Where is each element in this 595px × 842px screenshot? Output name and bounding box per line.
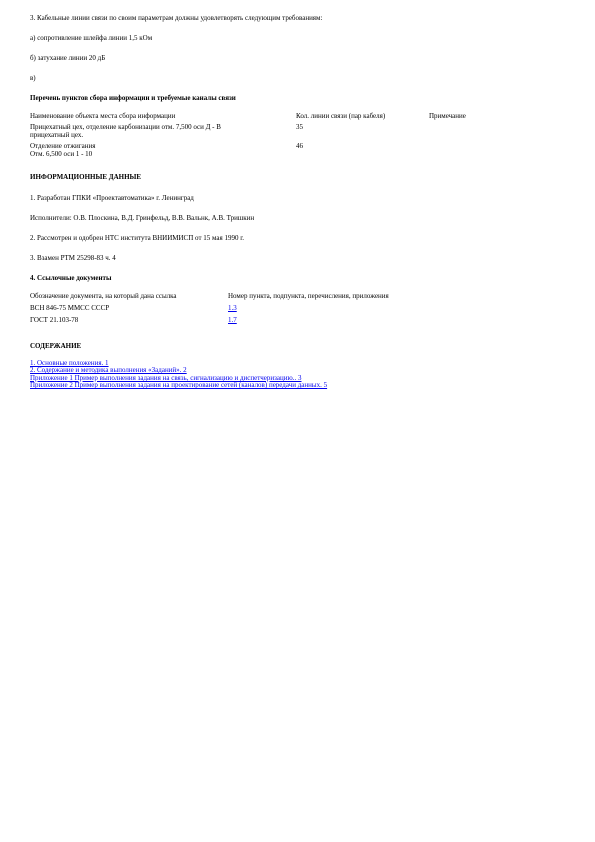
toc-link-main-provisions[interactable]: 1. Основные положения. 1 (30, 358, 109, 367)
info-heading: ИНФОРМАЦИОННЫЕ ДАННЫЕ (30, 173, 142, 182)
toc-heading: СОДЕРЖАНИЕ (30, 341, 82, 350)
points-table-heading: Перечень пунктов сбора информации и требуемые каналы связи (30, 94, 236, 103)
table-cell-count: 46 (296, 142, 303, 151)
toc-link-appendix-1[interactable]: Приложение 1 Пример выполнения задания на связь, сигнализацию и диспетчеризацию.. 3 (30, 373, 302, 382)
column-header-count: Кол. линии связи (пар кабеля) (296, 112, 386, 121)
table-cell-document: ГОСТ 21.103-78 (30, 315, 79, 324)
column-header-point: Номер пункта, подпункта, перечисления, приложения (228, 291, 389, 300)
table-of-contents (30, 360, 570, 390)
object-name-line: прицехатный цех. (30, 131, 84, 140)
info-developed: 1. Разработан ГПКИ «Проектавтоматика» г. Ленинград (30, 193, 194, 202)
requirement-a: а) сопротивление шлейфа линии 1,5 кОм (30, 34, 153, 43)
info-executors: Исполнители: О.В. Плоскина, В.Д. Гринфельд, В.В. Вальнк, А.В. Тришкин (30, 213, 255, 222)
table-cell-document: ВСН 846-75 ММСС СССР (30, 303, 110, 312)
table-cell-note (429, 142, 509, 161)
requirement-b: б) затухание линии 20 дБ (30, 54, 106, 63)
table-row (30, 123, 509, 142)
table-row (30, 142, 509, 161)
toc-link-appendix-2[interactable]: Приложение 2 Пример выполнения задания на проектирование сетей (каналов) передачи данных. 5 (30, 381, 328, 390)
object-name-line: Отм. 6,500 оси 1 - 10 (30, 150, 93, 159)
column-header-note: Примечание (429, 112, 466, 121)
table-cell-object (30, 123, 296, 142)
refs-heading: 4. Ссылочные документы (30, 273, 112, 282)
point-link[interactable]: 1.7 (228, 315, 237, 324)
table-cell-note (429, 123, 509, 142)
points-table (30, 112, 509, 161)
column-header-document: Обозначение документа, на который дана ссылка (30, 291, 177, 300)
point-link[interactable]: 1.3 (228, 303, 237, 312)
object-name-line: Отделение отжигания (30, 142, 96, 151)
table-header-row (30, 292, 458, 304)
requirements-intro: 3. Кабельные линии связи по своим параметрам должны удовлетворять следующим требованиям: (30, 14, 323, 22)
table-header-row (30, 112, 509, 123)
table-cell-count: 35 (296, 123, 303, 132)
object-name-line: Прицехатный цех, отделение карбонизации отм. 7,500 оси Д - В (30, 123, 221, 132)
info-replaces: 3. Взамен РТМ 25298-83 ч. 4 (30, 253, 116, 262)
requirement-c: в) (30, 74, 36, 83)
document-page (30, 14, 570, 390)
column-header-object: Наименование объекта места сбора информации (30, 112, 176, 121)
table-cell-point (228, 316, 458, 328)
table-row (30, 304, 458, 316)
toc-link-content-methodology[interactable]: 2. Содержание и методика выполнения «Заданий». 2 (30, 366, 187, 375)
table-cell-point (228, 304, 458, 316)
info-approved: 2. Рассмотрен и одобрен НТС института ВНИИМИСП от 15 мая 1990 г. (30, 233, 245, 242)
refs-table (30, 292, 458, 328)
table-cell-object (30, 142, 296, 161)
table-row (30, 316, 458, 328)
